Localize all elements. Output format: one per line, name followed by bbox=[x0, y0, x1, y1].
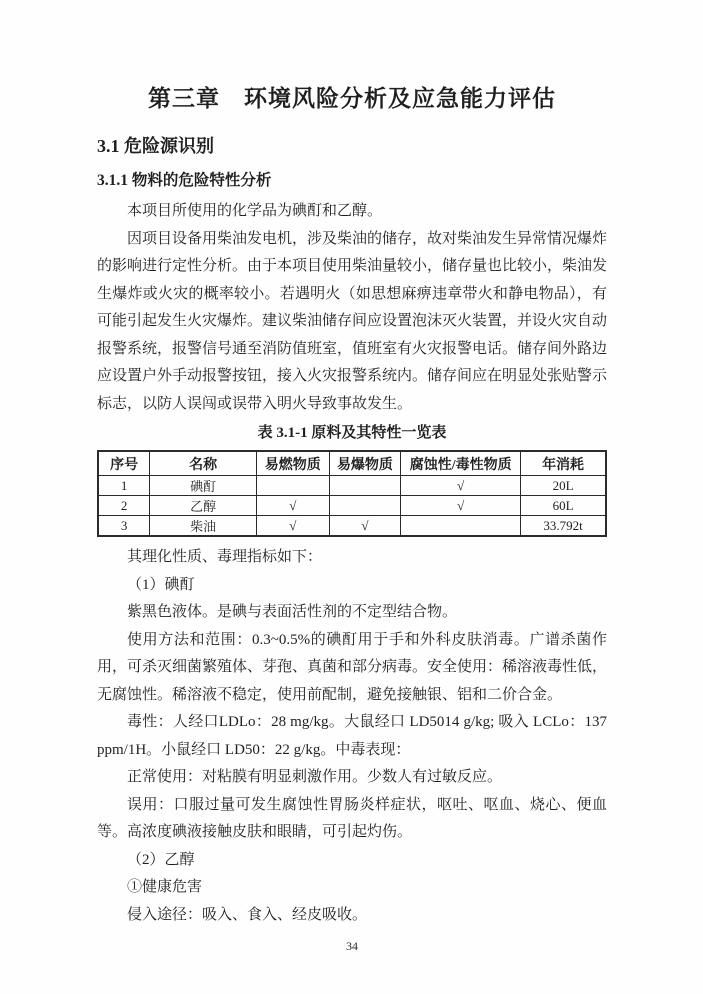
paragraph: 因项目设备用柴油发电机，涉及柴油的储存，故对柴油发生异常情况爆炸的影响进行定性分析。由于本项目使用柴油量较小，储存量也比较小，柴油发生爆炸或火灾的概率较小。若遇明火（如思想麻痹违章带火和静电物品），有可能引起发生火灾爆炸。建议柴油储存间应设置泡沫灭火装置，并设火灾自动报警系统，报警信号通至消防值班室，值班室有火灾报警电话。储存间外路边应设置户外手动报警按钮，接入火灾报警系统内。储存间应在明显处张贴警示标志，以防人误闯或误带入明火导致事故发生。 bbox=[97, 230, 608, 412]
table-header-row bbox=[98, 451, 606, 476]
table-cell: 3 bbox=[98, 516, 150, 537]
table-cell: √ bbox=[256, 496, 329, 516]
section-heading-3-1: 3.1 危险源识别 bbox=[97, 136, 214, 156]
table-cell: 柴油 bbox=[150, 516, 257, 537]
table-cell: 1 bbox=[98, 476, 150, 496]
table-cell: √ bbox=[401, 476, 521, 496]
column-header: 年消耗 bbox=[521, 451, 606, 476]
subsection-heading-3-1-1: 3.1.1 物料的危险特性分析 bbox=[97, 172, 272, 189]
table-row bbox=[98, 476, 606, 496]
paragraph: 其理化性质、毒理指标如下： bbox=[127, 549, 323, 565]
table-cell bbox=[256, 476, 329, 496]
table-caption: 表 3.1-1 原料及其特性一览表 bbox=[257, 425, 447, 441]
paragraph: 正常使用：对粘膜有明显刺激作用。少数人有过敏反应。 bbox=[127, 769, 503, 785]
page-number: 34 bbox=[346, 939, 358, 953]
column-header: 易燃物质 bbox=[256, 451, 329, 476]
paragraph: 本项目所使用的化学品为碘酊和乙醇。 bbox=[127, 203, 383, 219]
paragraph: 侵入途径：吸入、食入、经皮吸收。 bbox=[127, 906, 368, 923]
paragraph: 毒性：人经口LDLo：28 mg/kg。大鼠经口 LD5014 g/kg; 吸入 LCLo：137 ppm/1H。小鼠经口 LD50：22 g/kg。中毒表现： bbox=[97, 714, 607, 758]
column-header: 名称 bbox=[150, 451, 257, 476]
table-cell: 2 bbox=[98, 496, 150, 516]
table-row bbox=[98, 516, 606, 537]
paragraph: ①健康危害 bbox=[127, 879, 203, 895]
table-cell: 20L bbox=[521, 476, 606, 496]
table-cell: 60L bbox=[521, 496, 606, 516]
paragraph: 紫黑色液体。是碘与表面活性剂的不定型结合物。 bbox=[127, 604, 458, 620]
paragraph: （1）碘酊 bbox=[127, 576, 195, 593]
table-cell: √ bbox=[256, 516, 329, 537]
column-header: 腐蚀性/毒性物质 bbox=[401, 451, 521, 476]
table-cell: 乙醇 bbox=[150, 496, 257, 516]
table-cell bbox=[329, 476, 401, 496]
column-header: 序号 bbox=[98, 451, 150, 476]
table-row bbox=[98, 496, 606, 516]
chapter-title: 第三章 环境风险分析及应急能力评估 bbox=[148, 86, 556, 111]
column-header: 易爆物质 bbox=[329, 451, 401, 476]
body-text-before-table bbox=[97, 198, 607, 418]
paragraph: （2）乙醇 bbox=[127, 851, 195, 868]
paragraph: 误用：口服过量可发生腐蚀性胃肠炎样症状，呕吐、呕血、烧心、便血等。高浓度碘液接触皮肤和眼睛，可引起灼伤。 bbox=[97, 796, 607, 840]
table-cell: √ bbox=[329, 516, 401, 537]
table-cell: √ bbox=[401, 496, 521, 516]
table-cell bbox=[329, 496, 401, 516]
table-cell: 碘酊 bbox=[150, 476, 257, 496]
paragraph: 使用方法和范围：0.3~0.5%的碘酊用于手和外科皮肤消毒。广谱杀菌作用，可杀灭细菌繁殖体、芽孢、真菌和部分病毒。安全使用：稀溶液毒性低，无腐蚀性。稀溶液不稳定，使用前配制，避免接触银、铝和二价合金。 bbox=[97, 631, 608, 703]
body-text-after-table bbox=[97, 544, 607, 929]
table-cell: 33.792t bbox=[521, 516, 606, 537]
table-cell bbox=[401, 516, 521, 537]
materials-table bbox=[97, 450, 607, 537]
